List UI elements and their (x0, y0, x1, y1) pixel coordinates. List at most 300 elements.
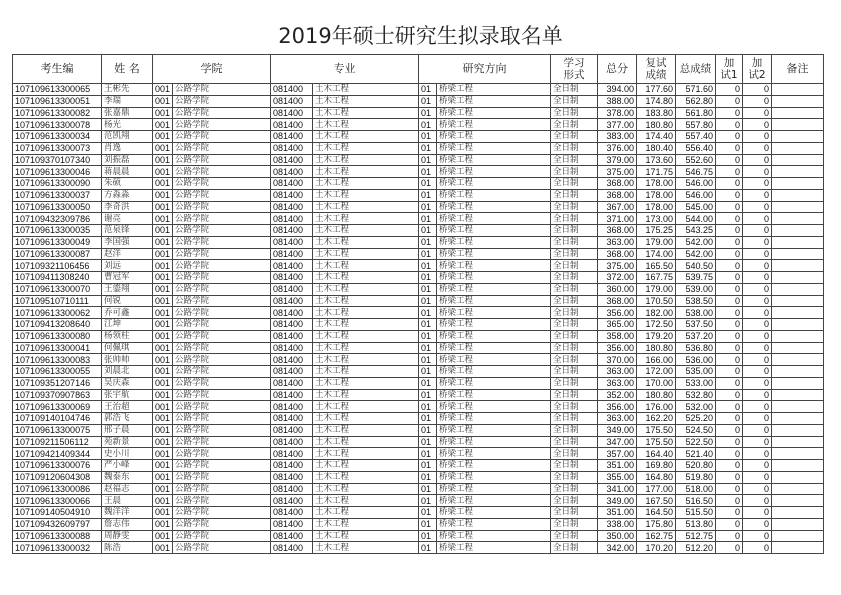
major-code-cell: 081400 (271, 542, 313, 554)
direction-name-cell: 桥梁工程 (437, 530, 551, 542)
table-row (13, 213, 824, 225)
direction-code-cell: 01 (419, 448, 437, 460)
remark-cell (772, 154, 824, 166)
major-name-cell: 土木工程 (313, 495, 419, 507)
retest-score-cell: 164.80 (637, 471, 676, 483)
major-name-cell: 土木工程 (313, 366, 419, 378)
table-row (13, 107, 824, 119)
extra2-cell: 0 (743, 483, 772, 495)
table-row (13, 495, 824, 507)
extra1-cell: 0 (716, 236, 743, 248)
final-score-cell: 512.20 (676, 542, 716, 554)
college-code-cell: 001 (153, 471, 173, 483)
name-cell: 陈浩 (102, 542, 153, 554)
major-name-cell: 土木工程 (313, 354, 419, 366)
total-score-cell: 371.00 (598, 213, 637, 225)
direction-code-cell: 01 (419, 342, 437, 354)
direction-code-cell: 01 (419, 377, 437, 389)
extra1-cell: 0 (716, 424, 743, 436)
name-cell: 邢子晨 (102, 424, 153, 436)
final-score-cell: 519.80 (676, 471, 716, 483)
direction-name-cell: 桥梁工程 (437, 495, 551, 507)
major-name-cell: 土木工程 (313, 84, 419, 96)
table-row (13, 518, 824, 530)
extra1-cell: 0 (716, 272, 743, 284)
direction-code-cell: 01 (419, 295, 437, 307)
major-name-cell: 土木工程 (313, 119, 419, 131)
college-name-cell: 公路学院 (173, 471, 271, 483)
extra1-cell: 0 (716, 330, 743, 342)
total-score-cell: 356.00 (598, 401, 637, 413)
major-name-cell: 土木工程 (313, 424, 419, 436)
retest-score-cell: 167.75 (637, 272, 676, 284)
major-code-cell: 081400 (271, 201, 313, 213)
final-score-cell: 516.50 (676, 495, 716, 507)
final-score-cell: 545.00 (676, 201, 716, 213)
extra1-cell: 0 (716, 413, 743, 425)
direction-code-cell: 01 (419, 178, 437, 190)
total-score-cell: 376.00 (598, 142, 637, 154)
direction-code-cell: 01 (419, 319, 437, 331)
remark-cell (772, 295, 824, 307)
major-name-cell: 土木工程 (313, 95, 419, 107)
retest-score-cell: 183.80 (637, 107, 676, 119)
total-score-cell: 372.00 (598, 272, 637, 284)
extra1-cell: 0 (716, 142, 743, 154)
table-row (13, 471, 824, 483)
major-code-cell: 081400 (271, 119, 313, 131)
exam-id-cell: 107109613300082 (13, 107, 102, 119)
name-cell: 杨光 (102, 119, 153, 131)
page-title: 2019年硕士研究生拟录取名单 (278, 24, 563, 48)
direction-code-cell: 01 (419, 201, 437, 213)
name-cell: 范泉锋 (102, 225, 153, 237)
name-cell: 詹志伟 (102, 518, 153, 530)
name-cell: 苑新景 (102, 436, 153, 448)
direction-name-cell: 桥梁工程 (437, 260, 551, 272)
total-score-cell: 394.00 (598, 84, 637, 96)
remark-cell (772, 518, 824, 530)
major-code-cell: 081400 (271, 295, 313, 307)
total-score-cell: 352.00 (598, 389, 637, 401)
major-name-cell: 土木工程 (313, 413, 419, 425)
final-score-cell: 525.20 (676, 413, 716, 425)
direction-name-cell: 桥梁工程 (437, 483, 551, 495)
college-code-cell: 001 (153, 401, 173, 413)
college-name-cell: 公路学院 (173, 507, 271, 519)
major-code-cell: 081400 (271, 413, 313, 425)
college-code-cell: 001 (153, 542, 173, 554)
direction-name-cell: 桥梁工程 (437, 342, 551, 354)
retest-score-cell: 162.75 (637, 530, 676, 542)
retest-score-cell: 164.40 (637, 448, 676, 460)
exam-id-cell: 107109613300035 (13, 225, 102, 237)
major-code-cell: 081400 (271, 307, 313, 319)
college-name-cell: 公路学院 (173, 142, 271, 154)
extra2-cell: 0 (743, 507, 772, 519)
remark-cell (772, 330, 824, 342)
final-score-cell: 520.80 (676, 460, 716, 472)
retest-score-cell: 177.60 (637, 84, 676, 96)
name-cell: 严小峰 (102, 460, 153, 472)
direction-name-cell: 桥梁工程 (437, 225, 551, 237)
table-row (13, 424, 824, 436)
exam-id-cell: 107109613300051 (13, 95, 102, 107)
table-row (13, 142, 824, 154)
college-name-cell: 公路学院 (173, 307, 271, 319)
table-row (13, 483, 824, 495)
table-row (13, 507, 824, 519)
table-row (13, 307, 824, 319)
study-mode-cell: 全日制 (551, 166, 598, 178)
total-score-cell: 342.00 (598, 542, 637, 554)
retest-score-cell: 178.00 (637, 178, 676, 190)
name-cell: 刘晨北 (102, 366, 153, 378)
major-code-cell: 081400 (271, 507, 313, 519)
study-mode-cell: 全日制 (551, 307, 598, 319)
college-code-cell: 001 (153, 189, 173, 201)
direction-code-cell: 01 (419, 84, 437, 96)
retest-score-cell: 170.00 (637, 377, 676, 389)
total-score-cell: 351.00 (598, 460, 637, 472)
retest-score-cell: 169.80 (637, 460, 676, 472)
extra1-cell: 0 (716, 507, 743, 519)
extra2-cell: 0 (743, 307, 772, 319)
major-name-cell: 土木工程 (313, 260, 419, 272)
extra1-cell: 0 (716, 319, 743, 331)
major-code-cell: 081400 (271, 330, 313, 342)
total-score-cell: 360.00 (598, 283, 637, 295)
major-code-cell: 081400 (271, 166, 313, 178)
college-name-cell: 公路学院 (173, 295, 271, 307)
major-name-cell: 土木工程 (313, 213, 419, 225)
exam-id-cell: 107109140104746 (13, 413, 102, 425)
final-score-cell: 512.75 (676, 530, 716, 542)
name-cell: 刘振磊 (102, 154, 153, 166)
exam-id-cell: 107109432309786 (13, 213, 102, 225)
total-score-cell: 358.00 (598, 330, 637, 342)
extra1-cell: 0 (716, 213, 743, 225)
extra2-cell: 0 (743, 542, 772, 554)
exam-id-cell: 107109613300049 (13, 236, 102, 248)
name-cell: 郭浩飞 (102, 413, 153, 425)
header-extra2 (743, 55, 772, 84)
extra1-cell: 0 (716, 107, 743, 119)
college-name-cell: 公路学院 (173, 460, 271, 472)
remark-cell (772, 471, 824, 483)
study-mode-cell: 全日制 (551, 354, 598, 366)
college-code-cell: 001 (153, 178, 173, 190)
remark-cell (772, 260, 824, 272)
table-row (13, 436, 824, 448)
direction-code-cell: 01 (419, 354, 437, 366)
major-code-cell: 081400 (271, 154, 313, 166)
college-code-cell: 001 (153, 131, 173, 143)
remark-cell (772, 142, 824, 154)
direction-name-cell: 桥梁工程 (437, 236, 551, 248)
direction-name-cell: 桥梁工程 (437, 354, 551, 366)
extra1-cell: 0 (716, 307, 743, 319)
college-name-cell: 公路学院 (173, 95, 271, 107)
exam-id-cell: 107109613300083 (13, 354, 102, 366)
direction-name-cell: 桥梁工程 (437, 84, 551, 96)
final-score-cell: 543.25 (676, 225, 716, 237)
final-score-cell: 532.80 (676, 389, 716, 401)
remark-cell (772, 307, 824, 319)
direction-name-cell: 桥梁工程 (437, 166, 551, 178)
final-score-cell: 513.80 (676, 518, 716, 530)
retest-score-cell: 179.00 (637, 236, 676, 248)
college-name-cell: 公路学院 (173, 389, 271, 401)
name-cell: 王彬先 (102, 84, 153, 96)
extra2-cell: 0 (743, 413, 772, 425)
direction-name-cell: 桥梁工程 (437, 401, 551, 413)
major-code-cell: 081400 (271, 131, 313, 143)
direction-name-cell: 桥梁工程 (437, 366, 551, 378)
final-score-cell: 552.60 (676, 154, 716, 166)
exam-id-cell: 107109211506112 (13, 436, 102, 448)
college-name-cell: 公路学院 (173, 248, 271, 260)
major-name-cell: 土木工程 (313, 542, 419, 554)
college-code-cell: 001 (153, 142, 173, 154)
extra1-cell: 0 (716, 530, 743, 542)
direction-code-cell: 01 (419, 213, 437, 225)
retest-score-cell: 170.20 (637, 542, 676, 554)
exam-id-cell: 107109613300032 (13, 542, 102, 554)
header-extra1-text: 加试1 (720, 57, 738, 81)
remark-cell (772, 236, 824, 248)
name-cell: 范凯翔 (102, 131, 153, 143)
major-name-cell: 土木工程 (313, 225, 419, 237)
extra2-cell: 0 (743, 448, 772, 460)
major-name-cell: 土木工程 (313, 272, 419, 284)
extra2-cell: 0 (743, 95, 772, 107)
exam-id-cell: 107109140504910 (13, 507, 102, 519)
study-mode-cell: 全日制 (551, 542, 598, 554)
college-name-cell: 公路学院 (173, 319, 271, 331)
extra2-cell: 0 (743, 495, 772, 507)
header-extra1 (716, 55, 743, 84)
study-mode-cell: 全日制 (551, 201, 598, 213)
extra1-cell: 0 (716, 84, 743, 96)
direction-name-cell: 桥梁工程 (437, 248, 551, 260)
retest-score-cell: 167.50 (637, 495, 676, 507)
major-code-cell: 081400 (271, 448, 313, 460)
remark-cell (772, 377, 824, 389)
name-cell: 张帅帅 (102, 354, 153, 366)
college-code-cell: 001 (153, 330, 173, 342)
extra1-cell: 0 (716, 166, 743, 178)
remark-cell (772, 84, 824, 96)
direction-code-cell: 01 (419, 95, 437, 107)
major-name-cell: 土木工程 (313, 189, 419, 201)
name-cell: 张宇航 (102, 389, 153, 401)
total-score-cell: 379.00 (598, 154, 637, 166)
college-code-cell: 001 (153, 213, 173, 225)
direction-name-cell: 桥梁工程 (437, 201, 551, 213)
total-score-cell: 341.00 (598, 483, 637, 495)
table-header-row (13, 55, 824, 84)
table-row (13, 319, 824, 331)
retest-score-cell: 178.00 (637, 189, 676, 201)
header-college: 学院 (153, 55, 271, 84)
college-name-cell: 公路学院 (173, 225, 271, 237)
header-study-mode (551, 55, 598, 84)
table-row (13, 201, 824, 213)
final-score-cell: 546.75 (676, 166, 716, 178)
major-code-cell: 081400 (271, 95, 313, 107)
final-score-cell: 518.00 (676, 483, 716, 495)
college-code-cell: 001 (153, 201, 173, 213)
major-name-cell: 土木工程 (313, 131, 419, 143)
exam-id-cell: 107109613300087 (13, 248, 102, 260)
direction-name-cell: 桥梁工程 (437, 542, 551, 554)
college-code-cell: 001 (153, 272, 173, 284)
retest-score-cell: 177.00 (637, 483, 676, 495)
name-cell: 何佩琪 (102, 342, 153, 354)
final-score-cell: 562.80 (676, 95, 716, 107)
study-mode-cell: 全日制 (551, 436, 598, 448)
college-code-cell: 001 (153, 283, 173, 295)
remark-cell (772, 283, 824, 295)
extra2-cell: 0 (743, 295, 772, 307)
extra1-cell: 0 (716, 189, 743, 201)
extra1-cell: 0 (716, 178, 743, 190)
table-row (13, 260, 824, 272)
exam-id-cell: 107109613300037 (13, 189, 102, 201)
total-score-cell: 368.00 (598, 295, 637, 307)
college-name-cell: 公路学院 (173, 542, 271, 554)
college-name-cell: 公路学院 (173, 178, 271, 190)
college-name-cell: 公路学院 (173, 283, 271, 295)
direction-code-cell: 01 (419, 154, 437, 166)
retest-score-cell: 180.40 (637, 142, 676, 154)
extra2-cell: 0 (743, 213, 772, 225)
college-code-cell: 001 (153, 460, 173, 472)
college-code-cell: 001 (153, 366, 173, 378)
extra1-cell: 0 (716, 342, 743, 354)
extra1-cell: 0 (716, 542, 743, 554)
major-code-cell: 081400 (271, 471, 313, 483)
total-score-cell: 367.00 (598, 201, 637, 213)
extra2-cell: 0 (743, 530, 772, 542)
college-name-cell: 公路学院 (173, 260, 271, 272)
header-name: 姓 名 (102, 55, 153, 84)
extra1-cell: 0 (716, 495, 743, 507)
college-code-cell: 001 (153, 319, 173, 331)
major-name-cell: 土木工程 (313, 178, 419, 190)
major-name-cell: 土木工程 (313, 283, 419, 295)
retest-score-cell: 179.20 (637, 330, 676, 342)
major-name-cell: 土木工程 (313, 248, 419, 260)
extra1-cell: 0 (716, 119, 743, 131)
direction-code-cell: 01 (419, 471, 437, 483)
direction-name-cell: 桥梁工程 (437, 142, 551, 154)
retest-score-cell: 175.80 (637, 518, 676, 530)
direction-code-cell: 01 (419, 225, 437, 237)
table-row (13, 295, 824, 307)
study-mode-cell: 全日制 (551, 507, 598, 519)
retest-score-cell: 175.50 (637, 424, 676, 436)
extra2-cell: 0 (743, 201, 772, 213)
final-score-cell: 544.00 (676, 213, 716, 225)
remark-cell (772, 507, 824, 519)
major-name-cell: 土木工程 (313, 342, 419, 354)
major-name-cell: 土木工程 (313, 483, 419, 495)
major-name-cell: 土木工程 (313, 295, 419, 307)
direction-code-cell: 01 (419, 283, 437, 295)
major-code-cell: 081400 (271, 366, 313, 378)
table-row (13, 272, 824, 284)
remark-cell (772, 131, 824, 143)
major-code-cell: 081400 (271, 248, 313, 260)
major-code-cell: 081400 (271, 84, 313, 96)
retest-score-cell: 166.00 (637, 354, 676, 366)
name-cell: 方淼淼 (102, 189, 153, 201)
name-cell: 肖逸 (102, 142, 153, 154)
table-row (13, 389, 824, 401)
exam-id-cell: 107109613300050 (13, 201, 102, 213)
extra1-cell: 0 (716, 471, 743, 483)
major-code-cell: 081400 (271, 483, 313, 495)
major-name-cell: 土木工程 (313, 142, 419, 154)
college-name-cell: 公路学院 (173, 107, 271, 119)
name-cell: 史小川 (102, 448, 153, 460)
remark-cell (772, 354, 824, 366)
remark-cell (772, 495, 824, 507)
total-score-cell: 368.00 (598, 178, 637, 190)
exam-id-cell: 107109613300073 (13, 142, 102, 154)
remark-cell (772, 342, 824, 354)
direction-name-cell: 桥梁工程 (437, 107, 551, 119)
major-name-cell: 土木工程 (313, 166, 419, 178)
college-name-cell: 公路学院 (173, 424, 271, 436)
college-code-cell: 001 (153, 436, 173, 448)
college-code-cell: 001 (153, 236, 173, 248)
major-name-cell: 土木工程 (313, 507, 419, 519)
direction-code-cell: 01 (419, 495, 437, 507)
study-mode-cell: 全日制 (551, 142, 598, 154)
college-code-cell: 001 (153, 260, 173, 272)
college-name-cell: 公路学院 (173, 272, 271, 284)
remark-cell (772, 424, 824, 436)
name-cell: 王鎏翔 (102, 283, 153, 295)
college-name-cell: 公路学院 (173, 189, 271, 201)
study-mode-cell: 全日制 (551, 366, 598, 378)
direction-code-cell: 01 (419, 518, 437, 530)
final-score-cell: 536.80 (676, 342, 716, 354)
total-score-cell: 368.00 (598, 189, 637, 201)
table-row (13, 330, 824, 342)
extra1-cell: 0 (716, 201, 743, 213)
final-score-cell: 557.80 (676, 119, 716, 131)
retest-score-cell: 180.80 (637, 389, 676, 401)
retest-score-cell: 176.00 (637, 401, 676, 413)
exam-id-cell: 107109613300069 (13, 401, 102, 413)
direction-code-cell: 01 (419, 401, 437, 413)
exam-id-cell: 107109613300080 (13, 330, 102, 342)
name-cell: 魏泰东 (102, 471, 153, 483)
table-row (13, 236, 824, 248)
exam-id-cell: 107109321106456 (13, 260, 102, 272)
total-score-cell: 356.00 (598, 342, 637, 354)
direction-code-cell: 01 (419, 413, 437, 425)
extra1-cell: 0 (716, 436, 743, 448)
college-code-cell: 001 (153, 389, 173, 401)
direction-code-cell: 01 (419, 483, 437, 495)
header-total: 总分 (598, 55, 637, 84)
study-mode-cell: 全日制 (551, 107, 598, 119)
